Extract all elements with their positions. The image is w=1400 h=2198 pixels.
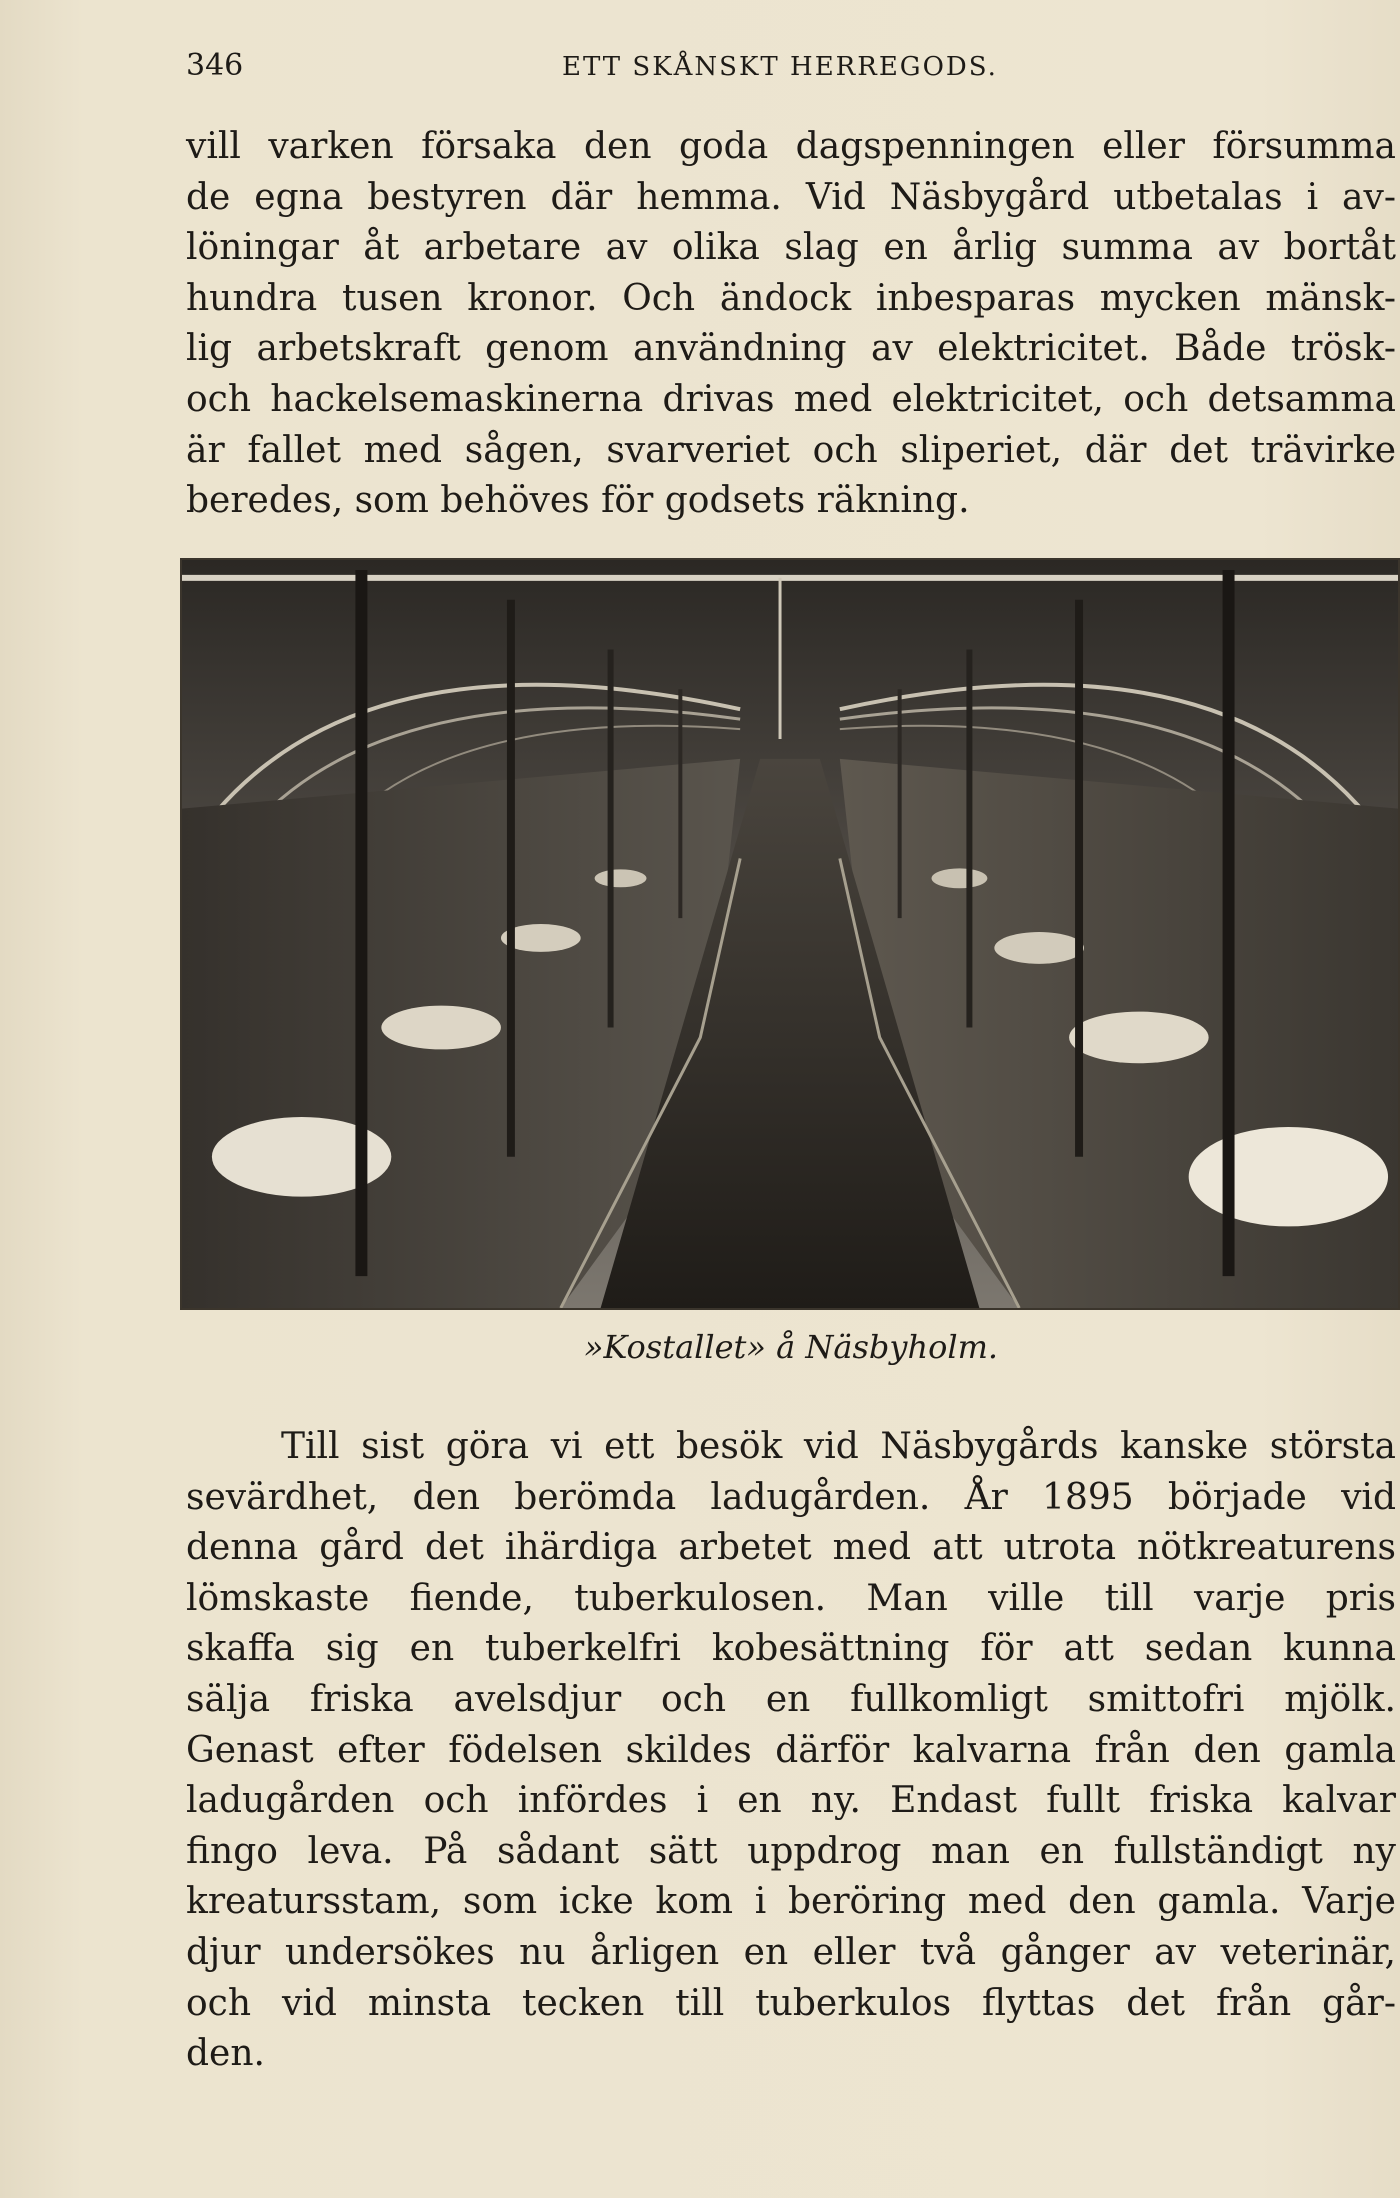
text-line: Till sist göra vi ett besök vid Näsbygårds kanske största: [281, 1426, 1396, 1467]
text-line: hundra tusen kronor. Och ändock inbesparas mycken mänsk-: [186, 277, 1396, 319]
text-line: den.: [186, 2033, 265, 2075]
text-line: ladugården och infördes i en ny. Endast fullt friska kalvar: [186, 1780, 1396, 1822]
text-line: sevärdhet, den berömda ladugården. År 1895 började vid: [186, 1476, 1396, 1518]
paragraph-2: [186, 1422, 1396, 2080]
text-line: lig arbetskraft genom användning av elektricitet. Både trösk-: [186, 328, 1396, 370]
text-line: lömskaste fiende, tuberkulosen. Man ville till varje pris: [186, 1577, 1396, 1619]
page-number: 346: [186, 48, 244, 83]
text-line: och hackelsemaskinerna drivas med elektricitet, och detsamma: [186, 378, 1396, 420]
page-header: [186, 48, 1396, 88]
text-line: kreatursstam, som icke kom i beröring med den gamla. Varje: [186, 1881, 1396, 1923]
text-line: sälja friska avelsdjur och en fullkomligt smittofri mjölk.: [186, 1678, 1396, 1720]
barn-photograph: [180, 558, 1400, 1310]
text-line: djur undersökes nu årligen en eller två gånger av veterinär,: [186, 1931, 1396, 1973]
text-line: beredes, som behöves för godsets räkning.: [186, 480, 970, 522]
text-line: är fallet med sågen, svarveriet och sliperiet, där det trävirke: [186, 429, 1396, 471]
cow-barn-illustration: [182, 560, 1398, 1308]
text-line: Genast efter födelsen skildes därför kalvarna från den gamla: [186, 1729, 1396, 1771]
paragraph-1: [186, 122, 1396, 527]
text-line: de egna bestyren där hemma. Vid Näsbygård utbetalas i av-: [186, 176, 1396, 218]
running-head: ETT SKÅNSKT HERREGODS.: [562, 52, 998, 82]
text-line: och vid minsta tecken till tuberkulos flyttas det från går-: [186, 1982, 1396, 2024]
text-line: löningar åt arbetare av olika slag en årlig summa av bortåt: [186, 227, 1396, 269]
text-line: skaffa sig en tuberkelfri kobesättning för att sedan kunna: [186, 1628, 1396, 1670]
text-line: vill varken försaka den goda dagspenningen eller försumma: [186, 126, 1396, 167]
text-line: fingo leva. På sådant sätt uppdrog man en fullständigt ny: [186, 1830, 1396, 1872]
text-line: denna gård det ihärdiga arbetet med att utrota nötkreaturens: [186, 1527, 1396, 1569]
figure-caption: »Kostallet» å Näsbyholm.: [583, 1328, 999, 1366]
